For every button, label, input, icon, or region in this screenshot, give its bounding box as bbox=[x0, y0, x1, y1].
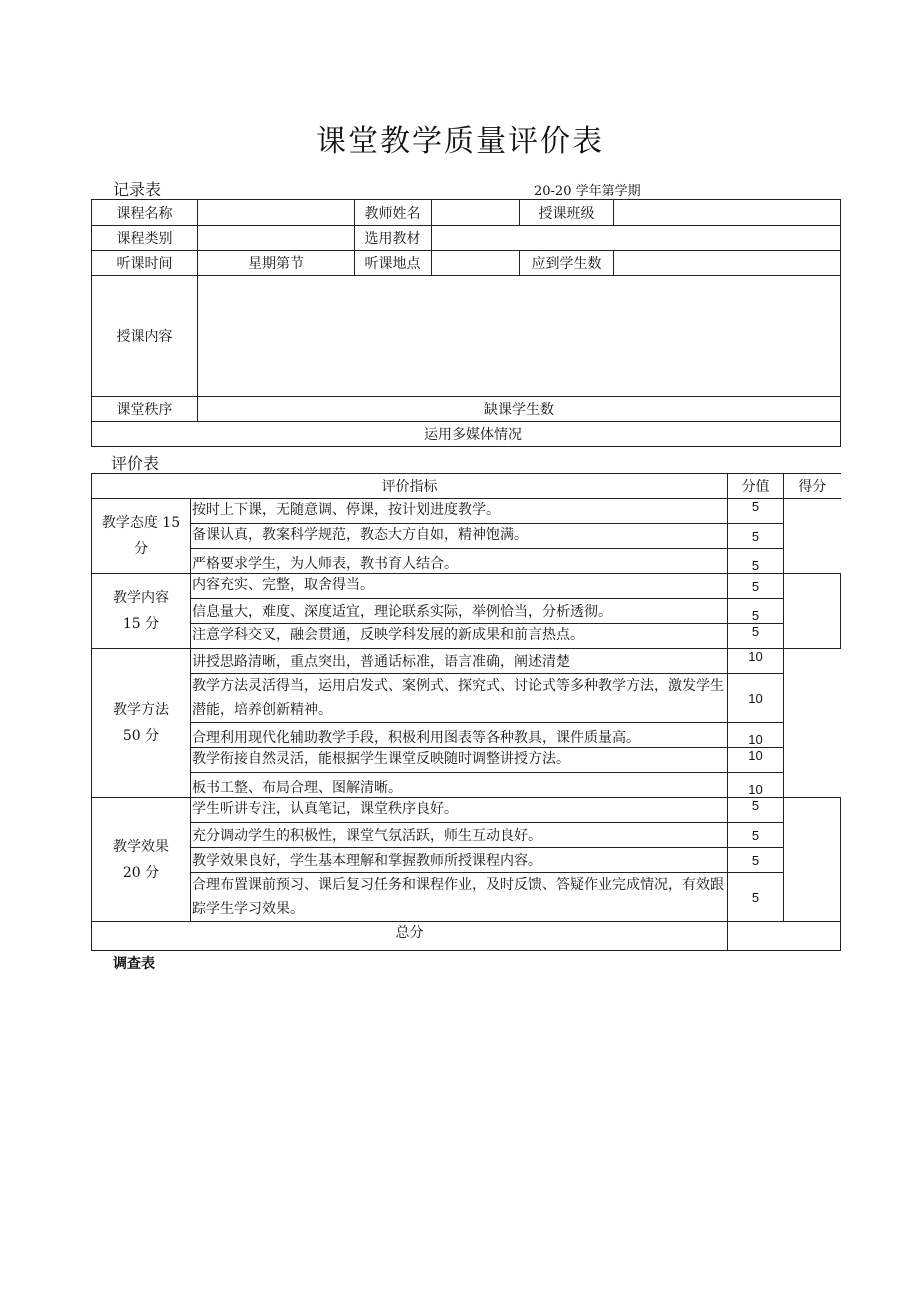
item-value: 10 bbox=[728, 674, 784, 723]
indicator-item: 讲授思路清晰，重点突出，普通话标准，语言准确，阐述清楚 bbox=[191, 649, 728, 674]
item-value: 5 bbox=[728, 798, 784, 823]
item-value: 10 bbox=[728, 649, 784, 674]
course-type-field[interactable] bbox=[198, 226, 355, 251]
item-value: 5 bbox=[728, 823, 784, 848]
evaluation-table bbox=[91, 473, 841, 951]
record-table bbox=[91, 199, 841, 447]
teacher-name-label: 教师姓名 bbox=[355, 200, 432, 226]
item-value: 5 bbox=[728, 624, 784, 649]
item-value: 5 bbox=[728, 873, 784, 922]
multimedia-label: 运用多媒体情况 bbox=[92, 422, 841, 447]
record-section-heading: 记录表 bbox=[113, 180, 162, 199]
score-header: 得分 bbox=[784, 474, 841, 499]
indicator-item: 教学方法灵活得当，运用启发式、案例式、探究式、讨论式等多种教学方法，激发学生潜能，培养创新精神。 bbox=[191, 674, 728, 723]
time-label: 听课时间 bbox=[92, 251, 198, 276]
score-input[interactable] bbox=[784, 798, 841, 922]
category-points: 20 分 bbox=[122, 864, 160, 881]
class-field[interactable] bbox=[614, 200, 841, 226]
indicator-item: 信息量大，难度、深度适宜，理论联系实际，举例恰当，分析透彻。 bbox=[191, 599, 728, 624]
item-value: 5 bbox=[728, 499, 784, 524]
item-value: 5 bbox=[728, 549, 784, 574]
indicator-header: 评价指标 bbox=[92, 474, 728, 499]
course-type-label: 课程类别 bbox=[92, 226, 198, 251]
eval-section-heading: 评价表 bbox=[111, 454, 160, 473]
item-value: 10 bbox=[728, 748, 784, 773]
course-name-field[interactable] bbox=[198, 200, 355, 226]
score-input[interactable] bbox=[784, 574, 841, 649]
indicator-item: 备课认真，教案科学规范，教态大方自如，精神饱满。 bbox=[191, 524, 728, 549]
item-value: 5 bbox=[728, 848, 784, 873]
place-label: 听课地点 bbox=[355, 251, 432, 276]
item-value: 5 bbox=[728, 599, 784, 624]
value-header: 分值 bbox=[728, 474, 784, 499]
category-name: 教学效果 bbox=[113, 838, 169, 855]
indicator-item: 学生听讲专注，认真笔记，课堂秩序良好。 bbox=[191, 798, 728, 823]
category-points: 15 分 bbox=[122, 616, 160, 632]
item-value: 10 bbox=[728, 773, 784, 798]
place-field[interactable] bbox=[432, 251, 520, 276]
item-value: 5 bbox=[728, 524, 784, 549]
class-label: 授课班级 bbox=[520, 200, 614, 226]
absent-label: 缺课学生数 bbox=[198, 397, 841, 422]
category-points: 分 bbox=[134, 541, 148, 557]
order-label: 课堂秩序 bbox=[92, 397, 198, 422]
students-expected-field[interactable] bbox=[614, 251, 841, 276]
teacher-name-field[interactable] bbox=[432, 200, 520, 226]
textbook-label: 选用教材 bbox=[355, 226, 432, 251]
time-value[interactable]: 星期第节 bbox=[198, 251, 355, 276]
students-expected-label: 应到学生数 bbox=[520, 251, 614, 276]
score-input[interactable] bbox=[784, 649, 841, 798]
page-title: 课堂教学质量评价表 bbox=[316, 124, 604, 159]
category-name: 教学内容 bbox=[113, 590, 169, 606]
indicator-item: 教学衔接自然灵活，能根据学生课堂反映随时调整讲授方法。 bbox=[191, 748, 728, 773]
content-field[interactable] bbox=[198, 276, 841, 397]
indicator-item: 内容充实、完整，取舍得当。 bbox=[191, 574, 728, 599]
indicator-item: 按时上下课，无随意调、停课，按计划进度教学。 bbox=[191, 499, 728, 524]
course-name-label: 课程名称 bbox=[92, 200, 198, 226]
category-effect bbox=[92, 798, 191, 922]
category-name: 教学方法 bbox=[113, 702, 169, 718]
item-value: 10 bbox=[728, 723, 784, 748]
item-value: 5 bbox=[728, 574, 784, 599]
term-label: 20-20 学年第学期 bbox=[534, 184, 641, 199]
category-content bbox=[92, 574, 191, 649]
indicator-item: 合理利用现代化辅助教学手段，积极利用图表等各种教具，课件质量高。 bbox=[191, 723, 728, 748]
score-input[interactable] bbox=[784, 499, 841, 574]
total-score-input[interactable] bbox=[728, 922, 841, 951]
category-attitude bbox=[92, 499, 191, 574]
textbook-field[interactable] bbox=[432, 226, 841, 251]
indicator-item: 合理布置课前预习、课后复习任务和课程作业，及时反馈、答疑作业完成情况，有效跟踪学生学习效果。 bbox=[191, 873, 728, 922]
content-label: 授课内容 bbox=[92, 276, 198, 397]
indicator-item: 充分调动学生的积极性，课堂气氛活跃，师生互动良好。 bbox=[191, 823, 728, 848]
survey-heading: 调查表 bbox=[113, 955, 155, 971]
indicator-item: 严格要求学生，为人师表，教书育人结合。 bbox=[191, 549, 728, 574]
total-label: 总分 bbox=[92, 922, 728, 951]
indicator-item: 板书工整、布局合理、图解清晰。 bbox=[191, 773, 728, 798]
category-name: 教学态度 15 bbox=[101, 515, 181, 531]
category-points: 50 分 bbox=[122, 728, 160, 744]
indicator-item: 注意学科交叉，融会贯通，反映学科发展的新成果和前言热点。 bbox=[191, 624, 728, 649]
category-method bbox=[92, 649, 191, 798]
indicator-item: 教学效果良好，学生基本理解和掌握教师所授课程内容。 bbox=[191, 848, 728, 873]
